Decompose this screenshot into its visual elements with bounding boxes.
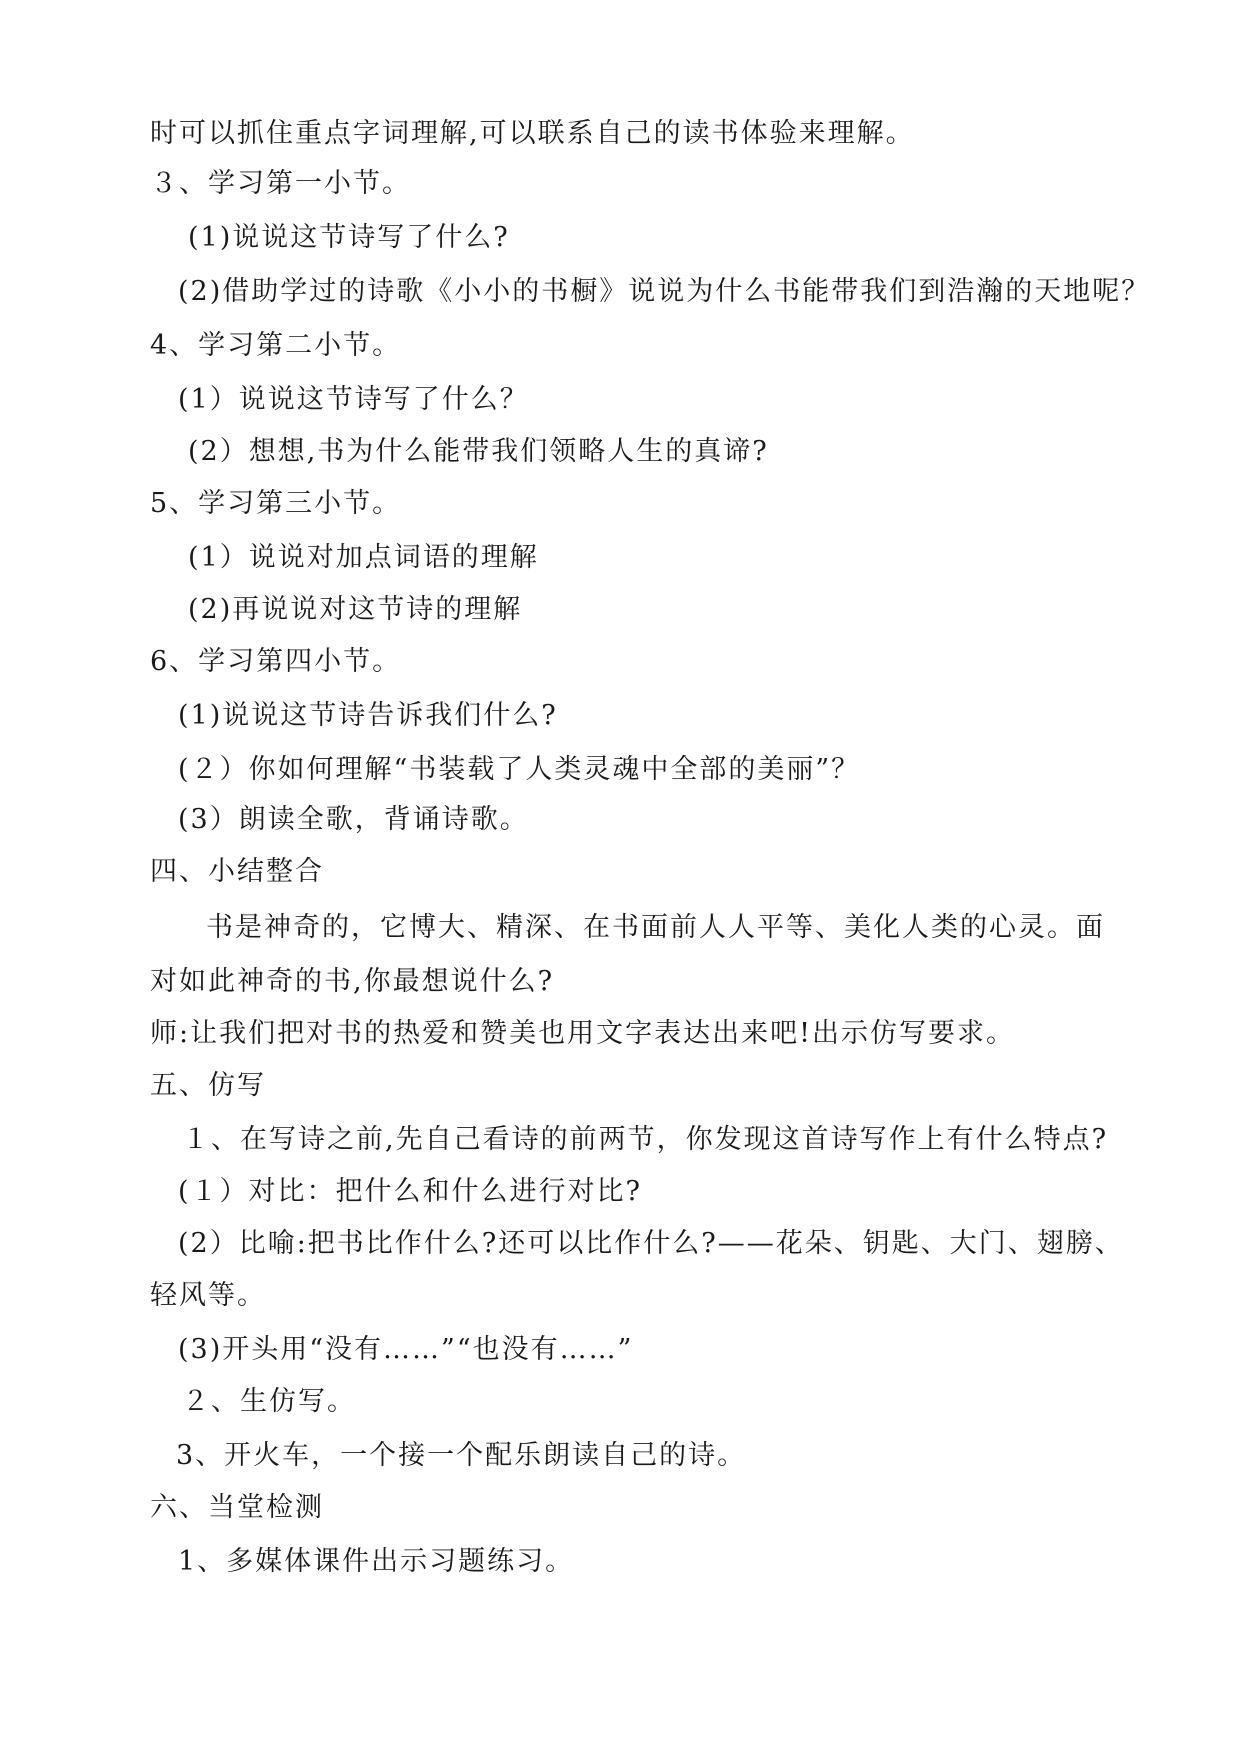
text-line: 4、学习第二小节。 <box>150 330 402 361</box>
text-line: (２）你如何理解“书装载了人类灵魂中全部的美丽”？ <box>178 754 861 785</box>
text-line: (1）说说对加点词语的理解 <box>188 542 539 573</box>
text-line: 轻风等。 <box>150 1280 266 1311</box>
text-line: 六、当堂检测 <box>150 1492 324 1523</box>
text-line: 时可以抓住重点字词理解,可以联系自己的读书体验来理解。 <box>150 118 915 149</box>
text-line: 师:让我们把对书的热爱和赞美也用文字表达出来吧!出示仿写要求。 <box>150 1018 1015 1049</box>
text-line: １、在写诗之前,先自己看诗的前两节，你发现这首诗写作上有什么特点? <box>182 1124 1109 1155</box>
text-line: 五、仿写 <box>150 1070 266 1101</box>
text-line: (1）说说这节诗写了什么？ <box>178 384 529 415</box>
text-line: (2）想想,书为什么能带我们领略人生的真谛? <box>188 436 769 467</box>
text-line: 3、开火车，一个接一个配乐朗读自己的诗。 <box>176 1440 747 1471</box>
text-line: 6、学习第四小节。 <box>150 646 402 677</box>
text-line: 5、学习第三小节。 <box>150 488 402 519</box>
text-line: (1)说说这节诗告诉我们什么? <box>178 700 558 731</box>
text-line: ２、生仿写。 <box>182 1386 356 1417</box>
text-line: (3)开头用“没有……”“也没有……” <box>178 1334 634 1365</box>
text-line: (2）比喻:把书比作什么?还可以比作什么?——花朵、钥匙、大门、翅膀、 <box>178 1228 1124 1259</box>
text-line: (2)借助学过的诗歌《小小的书橱》说说为什么书能带我们到浩瀚的天地呢？ <box>178 276 1151 307</box>
text-line: 四、小结整合 <box>150 856 324 887</box>
text-line: 书是神奇的，它博大、精深、在书面前人人平等、美化人类的心灵。面 <box>206 912 1105 943</box>
text-line: (１）对比：把什么和什么进行对比? <box>178 1176 643 1207</box>
text-line: (3）朗读全歌，背诵诗歌。 <box>178 804 529 835</box>
text-line: (1)说说这节诗写了什么? <box>188 222 510 253</box>
text-line: 1、多媒体课件出示习题练习。 <box>178 1546 575 1577</box>
text-line: 对如此神奇的书,你最想说什么? <box>150 966 555 997</box>
text-line: ３、学习第一小节。 <box>150 168 411 199</box>
text-line: (2)再说说对这节诗的理解 <box>188 594 523 625</box>
